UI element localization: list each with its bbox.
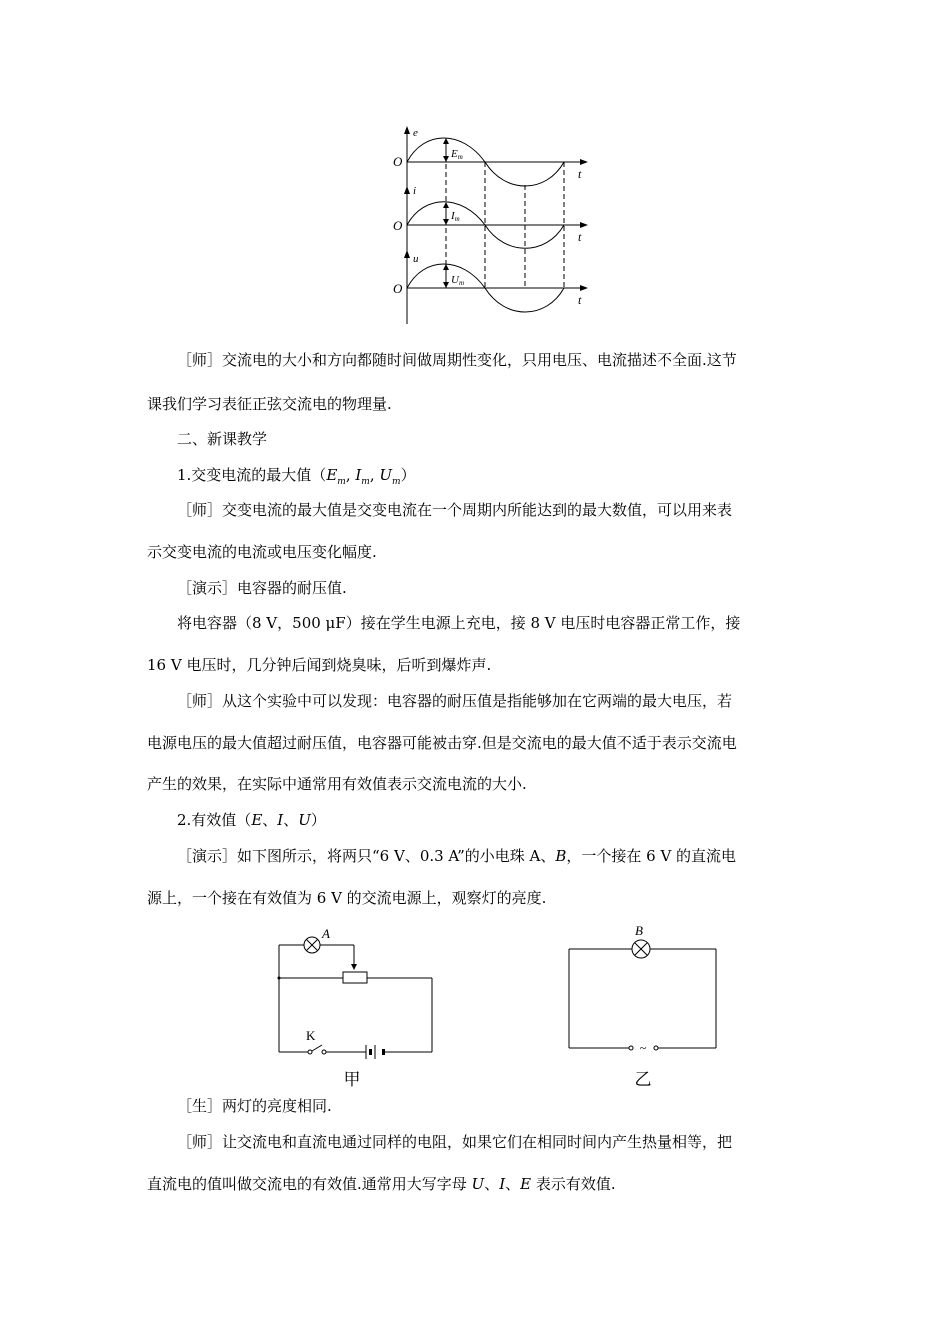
- para-teacher-intro-line1: ［师］交流电的大小和方向都随时间做周期性变化，只用电压、电流描述不全面.这节: [177, 351, 737, 369]
- lamp-a-label: A: [322, 926, 330, 941]
- lamp-a-icon: [304, 937, 320, 953]
- para-definition-line2: 直流电的值叫做交流电的有效值.通常用大写字母 U、I、E 表示有效值.: [147, 1175, 616, 1193]
- para-teacher-capacitor-line1: ［师］从这个实验中可以发现：电容器的耐压值是指能够加在它两端的最大电压，若: [177, 692, 733, 710]
- para-capacitor-line2: 16 V 电压时，几分钟后闻到烧臭味，后听到爆炸声.: [147, 656, 492, 674]
- circuit-ac-diagram: [560, 918, 730, 1090]
- para-demo-lamps-line1: ［演示］如下图所示，将两只“6 V、0.3 A”的小电珠 A、B，一个接在 6 V 的直流电: [177, 847, 737, 865]
- axis-label-i: i: [413, 185, 417, 197]
- para-max-value-line1: ［师］交变电流的最大值是交变电流在一个周期内所能达到的最大数值，可以用来表: [177, 501, 733, 519]
- para-max-value-line2: 示交变电流的电流或电压变化幅度.: [147, 543, 377, 561]
- peak-label-Um: Um: [451, 274, 465, 287]
- t-label: t: [578, 230, 582, 244]
- battery-icon: [366, 1045, 385, 1059]
- heading-effective-value: 2.有效值（E、I、U）: [177, 811, 326, 829]
- t-label: t: [578, 293, 582, 307]
- waveform-panel-u: [393, 250, 588, 312]
- peak-label-Em: Em: [451, 148, 463, 161]
- ac-symbol: ~: [639, 1041, 647, 1055]
- para-teacher-intro-line2: 课我们学习表征正弦交流电的物理量.: [147, 395, 392, 413]
- para-teacher-capacitor-line3: 产生的效果，在实际中通常用有效值表示交流电流的大小.: [147, 775, 527, 793]
- para-definition-line1: ［师］让交流电和直流电通过同样的电阻，如果它们在相同时间内产生热量相等，把: [177, 1133, 733, 1151]
- circuit-dc-diagram: [270, 920, 440, 1090]
- axis-label-e: e: [413, 127, 418, 139]
- axis-label-u: u: [413, 253, 419, 265]
- para-student-answer: ［生］两灯的亮度相同.: [177, 1097, 332, 1115]
- waveform-panel-i: [393, 185, 588, 248]
- switch-k-label: K: [306, 1028, 316, 1043]
- para-capacitor-line1: 将电容器（8 V，500 μF）接在学生电源上充电，接 8 V 电压时电容器正常工作，接: [177, 614, 741, 632]
- waveform-panel-e: [393, 126, 588, 186]
- para-teacher-capacitor-line2: 电源电压的最大值超过耐压值，电容器可能被击穿.但是交流电的最大值不适于表示交流电: [147, 734, 737, 752]
- ac-source-icon: [629, 1041, 658, 1055]
- circuit-dc-caption: 甲: [343, 1070, 361, 1089]
- lamp-b-label: B: [635, 923, 643, 938]
- t-label: t: [578, 167, 582, 181]
- origin-label: O: [393, 281, 403, 296]
- switch-k-icon: [308, 1045, 326, 1054]
- lamp-b-icon: [632, 940, 650, 958]
- demo-capacitor-heading: ［演示］电容器的耐压值.: [177, 579, 347, 597]
- origin-label: O: [393, 154, 403, 169]
- rheostat-icon: [343, 972, 367, 983]
- para-demo-lamps-line2: 源上，一个接在有效值为 6 V 的交流电源上，观察灯的亮度.: [147, 889, 547, 907]
- peak-label-Im: Im: [451, 210, 460, 223]
- ac-waveform-figure: [388, 122, 594, 328]
- heading-max-value: 1.交变电流的最大值（$E_m$, $I_m$, $U_m$）: [177, 466, 416, 487]
- origin-label: O: [393, 218, 403, 233]
- circuit-ac-caption: 乙: [634, 1070, 652, 1089]
- section-heading-new-lesson: 二、新课教学: [177, 430, 268, 448]
